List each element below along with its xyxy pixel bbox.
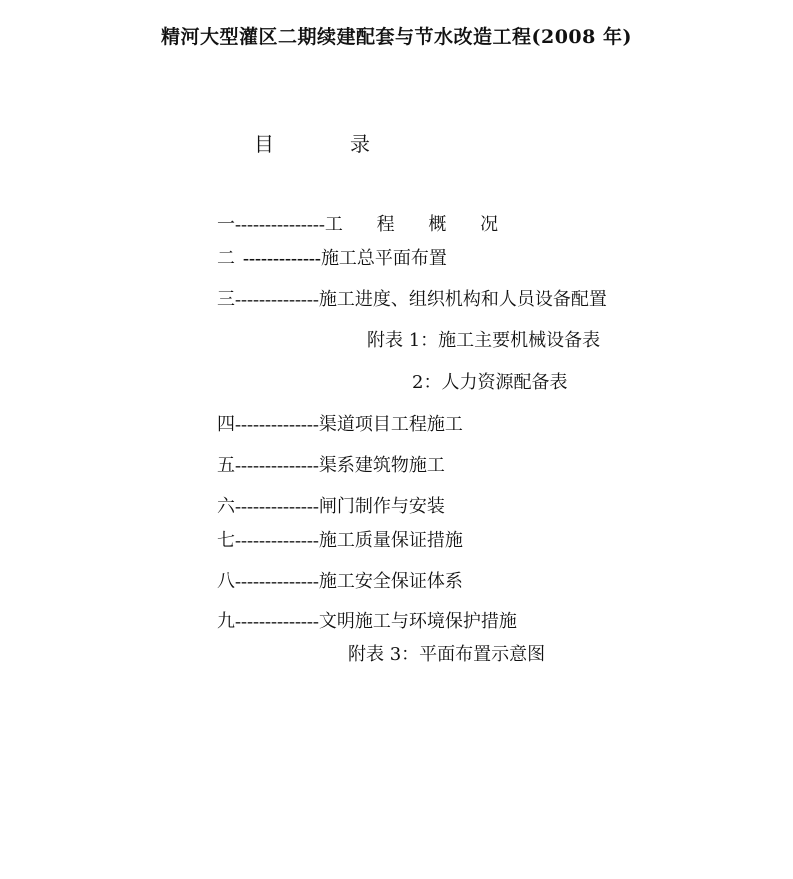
- toc-entry-3[interactable]: [217, 287, 607, 312]
- toc-entry-number: 九: [217, 611, 235, 632]
- toc-entry-title: 工 程 概 况: [324, 214, 513, 235]
- toc-appendix-3[interactable]: [348, 643, 545, 667]
- toc-entry-leader: --------------: [235, 496, 319, 516]
- toc-entry-number: 七: [217, 530, 235, 551]
- toc-entry-title: 施工质量保证措施: [318, 530, 463, 551]
- toc-entry-leader: -------------: [243, 248, 321, 268]
- toc-heading-right: 录: [350, 132, 370, 156]
- toc-entry-title: 渠系建筑物施工: [318, 455, 445, 476]
- toc-entry-leader: --------------: [235, 571, 319, 591]
- toc-entry-number: 二: [217, 248, 235, 269]
- toc-entry-title: 附表 3：平面布置示意图: [348, 644, 546, 665]
- toc-entry-leader: --------------: [235, 414, 319, 434]
- toc-entry-2[interactable]: [217, 246, 447, 271]
- toc-entry-title: 文明施工与环境保护措施: [318, 611, 517, 632]
- toc-entry-leader: --------------: [235, 530, 319, 550]
- toc-entry-5[interactable]: [217, 453, 445, 478]
- toc-entry-leader: --------------: [235, 455, 319, 475]
- toc-entry-4[interactable]: [217, 412, 463, 437]
- toc-entry-title: 施工安全保证体系: [318, 571, 463, 592]
- toc-entry-title: 施工进度、组织机构和人员设备配置: [318, 289, 607, 310]
- toc-heading-left: 目: [254, 132, 274, 156]
- toc-entry-title: 闸门制作与安装: [318, 496, 445, 517]
- toc-entry-title: 渠道项目工程施工: [318, 414, 463, 435]
- toc-entry-9[interactable]: [217, 609, 517, 634]
- toc-entry-number: 五: [217, 455, 235, 476]
- toc-heading: [254, 128, 370, 157]
- toc-entry-8[interactable]: [217, 569, 463, 594]
- toc-entry-number: 四: [217, 414, 235, 435]
- toc-entry-7[interactable]: [217, 528, 463, 553]
- toc-appendix-1[interactable]: [367, 329, 600, 353]
- toc-entry-number: 八: [217, 571, 235, 592]
- toc-entry-leader: --------------: [235, 611, 319, 631]
- toc-appendix-2[interactable]: [412, 371, 567, 395]
- toc-entry-leader: --------------: [235, 289, 319, 309]
- document-header-title: 精河大型灌区二期续建配套与节水改造工程(2008 年): [161, 26, 632, 48]
- toc-entry-title: 施工总平面布置: [320, 248, 447, 269]
- toc-entry-6[interactable]: [217, 494, 445, 519]
- toc-entry-title: 2：人力资源配备表: [412, 372, 568, 393]
- toc-entry-number: 三: [217, 289, 235, 310]
- toc-entry-leader: ---------------: [235, 214, 325, 234]
- toc-entry-1[interactable]: [217, 212, 512, 237]
- toc-entry-number: 一: [217, 214, 235, 235]
- toc-entry-number: 六: [217, 496, 235, 517]
- toc-entry-title: 附表 1：施工主要机械设备表: [367, 330, 601, 351]
